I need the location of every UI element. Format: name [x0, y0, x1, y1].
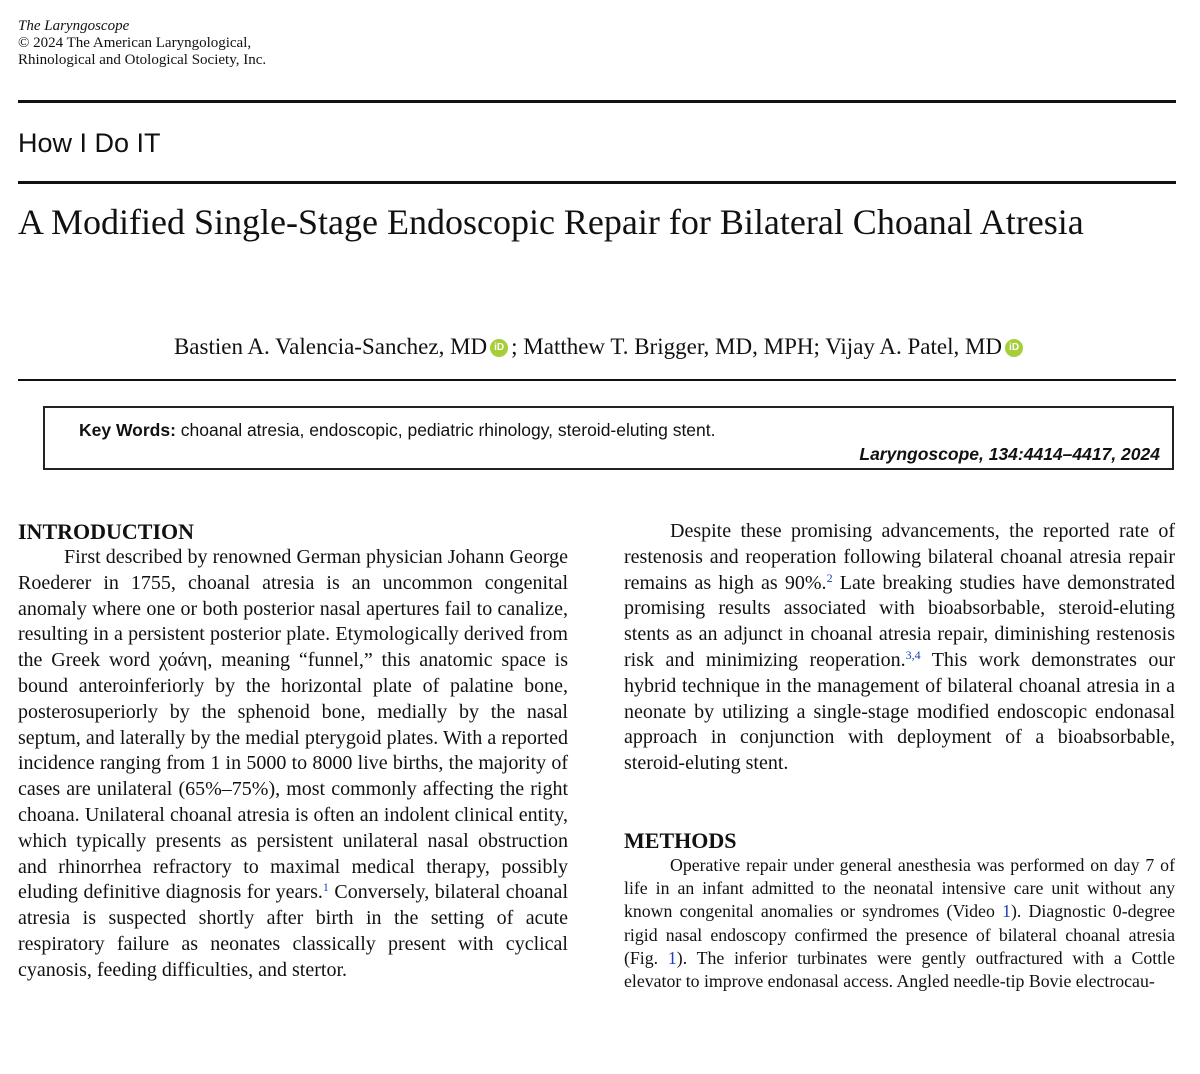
society-line: Rhinological and Otological Society, Inc.	[18, 52, 267, 68]
reference-link[interactable]: 1	[322, 880, 329, 895]
introduction-heading: INTRODUCTION	[18, 519, 195, 544]
journal-name: The Laryngoscope	[18, 18, 130, 34]
right-column	[624, 519, 1175, 993]
left-column	[18, 519, 568, 984]
intro-continued-paragraph: Despite these promising advancements, the reported rate of restenosis and reoperation following bilateral choanal atresia repair remains as high as 90%.$^2$ Late breaking studies have demonstrated promising results associated with bioabsorbable, steroid-eluting stents as an adjunct in choanal atresia repair, diminishing restenosis risk and minimizing reoperation.$^{3,4}$ This work demonstrates our hybrid technique in the management of bilateral choanal atresia in a neonate by utilizing a single-stage modified endoscopic endonasal approach in conjunction with deployment of a bioabsorbable, steroid-eluting stent.	[624, 520, 1175, 775]
copyright-line: © 2024 The American Laryngological,	[18, 35, 252, 51]
article-title: A Modified Single-Stage Endoscopic Repair for Bilateral Choanal Atresia	[18, 202, 1084, 242]
authors-rule	[18, 379, 1176, 381]
orcid-icon[interactable]: iD	[490, 339, 508, 357]
video-link[interactable]: 1	[1002, 901, 1011, 922]
orcid-icon[interactable]: iD	[1005, 339, 1023, 357]
section-type: How I Do IT	[18, 128, 161, 158]
reference-link[interactable]: 3,4	[905, 647, 921, 662]
author-rest: ; Matthew T. Brigger, MD, MPH; Vijay A. Patel, MD	[511, 334, 1003, 359]
keywords-text: choanal atresia, endoscopic, pediatric rhinology, steroid-eluting stent.	[175, 420, 716, 440]
keywords-box	[43, 406, 1174, 470]
title-rule	[18, 181, 1176, 184]
introduction-paragraph: First described by renowned German physician Johann George Roederer in 1755, choanal atresia is an uncommon congenital anomaly where one or both posterior nasal apertures fail to canalize, resulting in a persistent posterior plate. Etymologically derived from the Greek word χοάνη, meaning “funnel,” this anatomic space is bound anteroinferiorly by the horizontal plate of palatine bone, posterosuperiorly by the sphenoid bone, medially by the nasal septum, and laterally by the medial pterygoid plates. With a reported incidence ranging from 1 in 5000 to 8000 live births, the majority of cases are unilateral (65%–75%), most commonly affecting the right choana. Unilateral choanal atresia is often an indolent clinical entity, which typically presents as persistent unilateral nasal obstruction and rhinorrhea refractory to maximal medical therapy, possibly eluding definitive diagnosis for years.$^1$ Conversely, bilateral choanal atresia is suspected shortly after birth in the setting of acute respiratory failure as neonates classically present with cyclical cyanosis, feeding difficulties, and stertor.	[18, 546, 568, 981]
author-1: Bastien A. Valencia-Sanchez, MD	[173, 334, 488, 359]
methods-paragraph: Operative repair under general anesthesia was performed on day 7 of life in an infant admitted to the neonatal intensive care unit without any known congenital anomalies or syndromes (Video 1). Diagnostic 0-degree rigid nasal endoscopy confirmed the presence of bilateral choanal atresia (Fig. 1). The inferior turbinates were gently outfractured with a Cottle elevator to improve endonasal access. Angled needle-tip Bovie electrocau-	[624, 854, 1175, 991]
journal-header	[18, 18, 266, 69]
author-list	[0, 334, 1200, 360]
methods-section	[624, 854, 1175, 993]
figure-link[interactable]: 1	[667, 947, 677, 968]
methods-heading: METHODS	[624, 827, 737, 853]
keywords-line	[79, 420, 716, 441]
citation-line: Laryngoscope, 134:4414–4417, 2024	[859, 444, 1160, 464]
top-rule	[18, 100, 1176, 103]
keywords-label: Key Words:	[79, 420, 176, 440]
reference-link[interactable]: 2	[826, 570, 833, 585]
